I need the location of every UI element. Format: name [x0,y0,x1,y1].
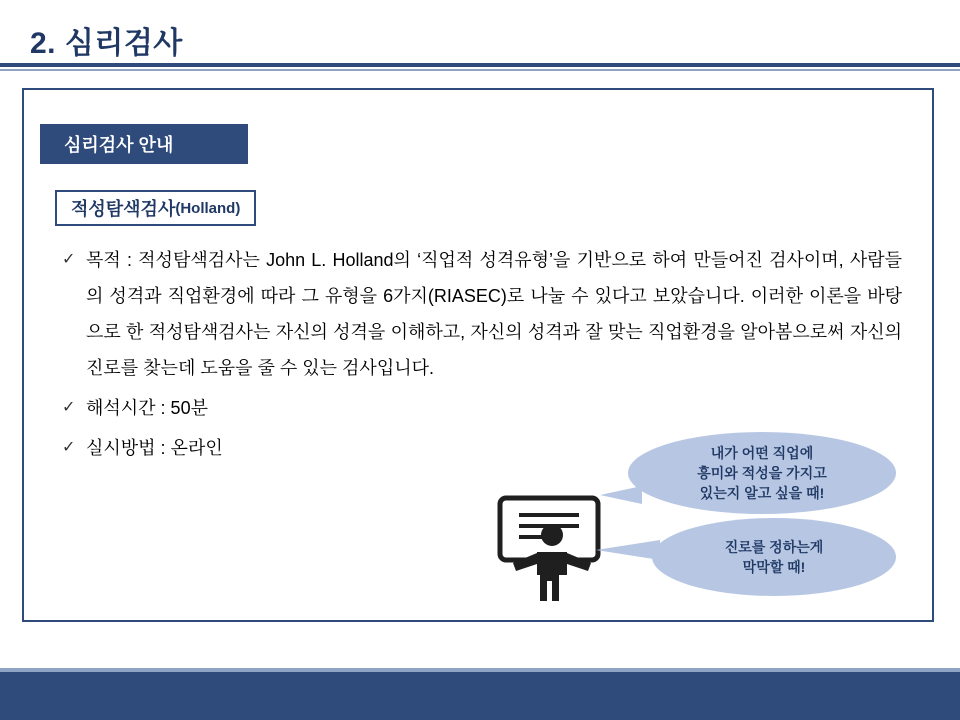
list-item [62,242,902,386]
speech-bubble-1-line3: 있는지 알고 싶을 때! [699,485,825,501]
check-icon: ✓ [62,251,76,268]
list-item-text: 실시방법 : 온라인 [86,438,223,458]
list-item-text: 목적 : 적성탐색검사는 John L. Holland의 ‘직업적 성격유형’을 기반으로 하여 만들어진 검사이며, 사람들의 성격과 직업환경에 따라 그 유형을 6가지(RIASEC)로 나눌 수 있다고 보았습니다. 이러한 이론을 바탕으로 한 적성탐색검사는 자신의 성격을 이해하고, 자신의 성격과 잘 맞는 직업환경을 알아봄으로써 자신의 진로를 찾는데 도움을 줄 수 있는 검사입니다. [86,250,902,378]
check-icon: ✓ [62,439,76,456]
speech-bubble-1-line2: 흥미와 적성을 가지고 [697,465,827,481]
speech-bubble-1-line1: 내가 어떤 직업에 [710,445,814,461]
check-icon: ✓ [62,399,76,416]
subsection-header-chip [55,190,256,226]
speech-bubble-tail [600,486,642,504]
list-item [62,390,902,426]
presenter-illustration [497,495,607,605]
list-item-text: 해석시간 : 50분 [86,398,208,418]
subsection-header-label: 적성탐색검사 [71,199,176,219]
title-divider-accent [0,69,960,71]
section-header-chip [40,124,248,164]
title-divider [0,63,960,67]
speech-bubble-2-line1: 진로를 정하는게 [724,539,824,555]
page-title: 2. 심리검사 [30,27,183,60]
speech-bubble-tail [596,540,660,560]
section-header-label: 심리검사 안내 [64,135,174,155]
speech-bubble-2 [652,518,896,596]
footer-bar [0,672,960,720]
speech-bubble-1 [628,432,896,514]
speech-bubble-2-line2: 막막할 때! [742,559,806,575]
subsection-header-paren: (Holland) [175,199,241,217]
